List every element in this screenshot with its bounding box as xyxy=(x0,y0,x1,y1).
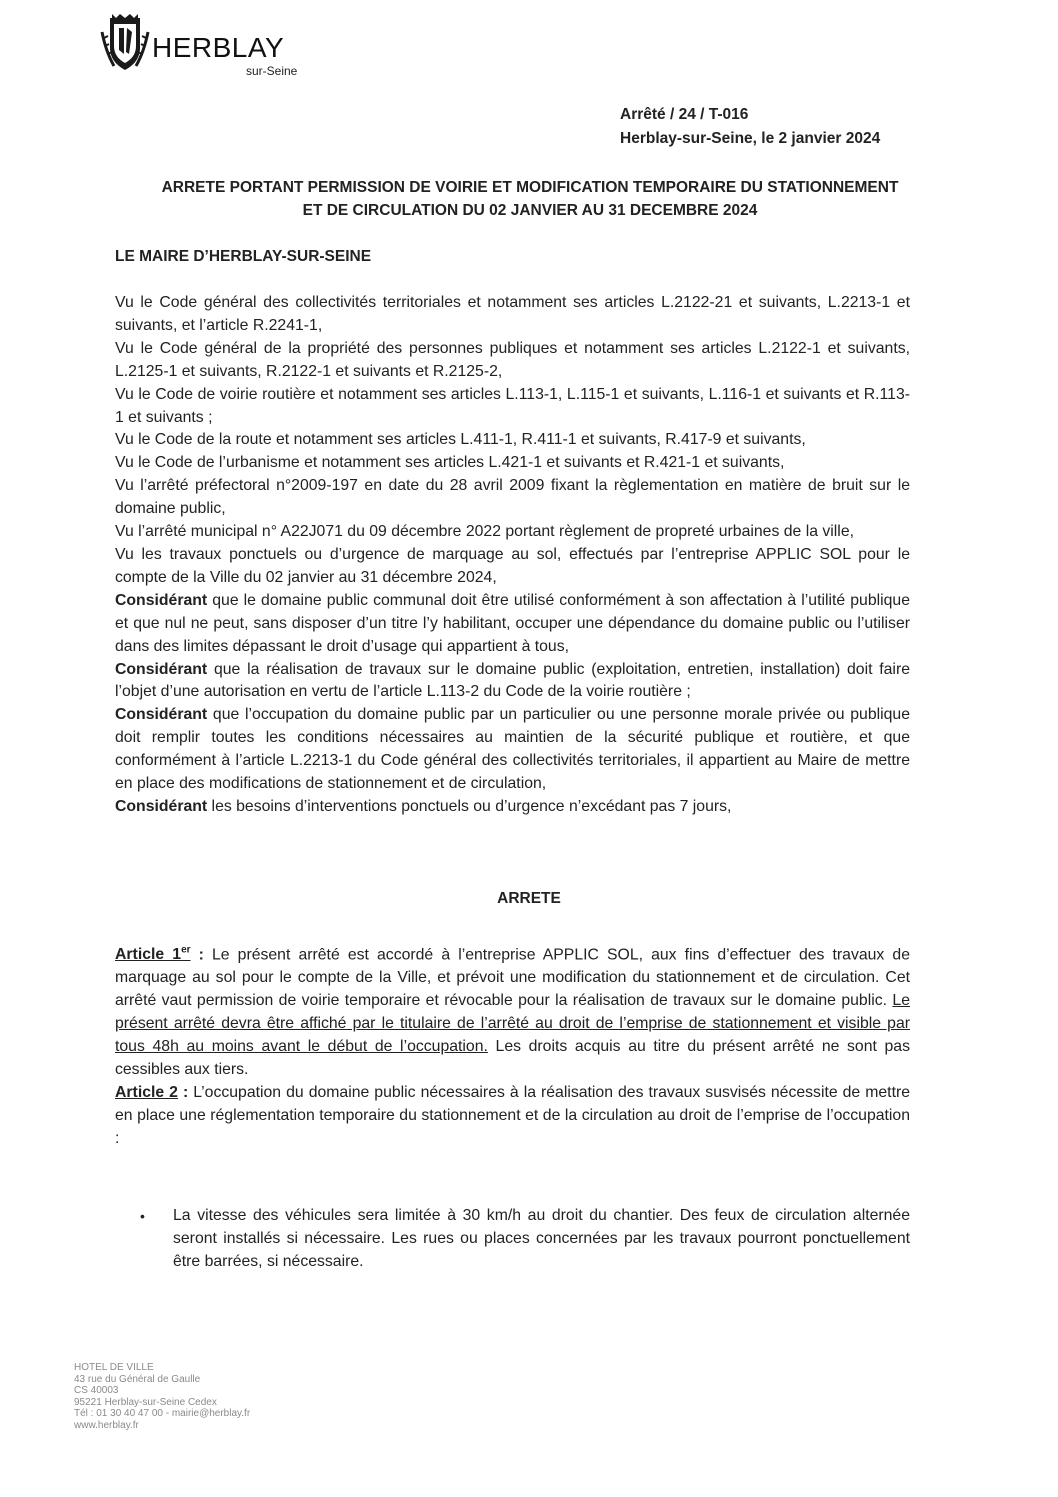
considerant-text: que le domaine public communal doit être utilisé conformément à son affectation à l’utilité publique et que nul ne peut, sans disposer d’un titre l’y habilitant, occuper une dépendance du domaine public ou l’utiliser dans des limites dépassant le droit d’usage qui appartient à tous, xyxy=(115,591,910,655)
article-2-label: Article 2 xyxy=(115,1083,178,1101)
logo-wordmark: HERBLAY xyxy=(152,32,285,63)
city-logo xyxy=(100,12,330,82)
reference-block xyxy=(620,103,920,151)
list-item xyxy=(140,1205,910,1274)
considerant-text: que la réalisation de travaux sur le domaine public (exploitation, entretien, installation) doit faire l’objet d’une autorisation en vertu de l’article L.113-2 du Code de la voirie routière ; xyxy=(115,660,910,701)
considerant-text: les besoins d’interventions ponctuels ou d’urgence n’excédant pas 7 jours, xyxy=(207,797,732,815)
list-item-text: La vitesse des véhicules sera limitée à 30 km/h au droit du chantier. Des feux de circulation alternée seront installés si nécessaire. Les rues ou places concernées par les travaux pourront ponctuellement être barrées, si nécessaire. xyxy=(173,1207,910,1270)
visa-paragraph: Vu l’arrêté préfectoral n°2009-197 en date du 28 avril 2009 fixant la règlementation en matière de bruit sur le domaine public, xyxy=(115,477,910,518)
arrete-heading: ARRETE xyxy=(497,890,561,907)
article-2-text: L’occupation du domaine public nécessaires à la réalisation des travaux susvisés nécessite de mettre en place une réglementation temporaire du stationnement et de la circulation au droit de l’emprise de l’occupation : xyxy=(115,1083,910,1147)
considerant-paragraph xyxy=(115,659,910,705)
preamble xyxy=(115,292,910,819)
article-1-text-end: Les droits acquis au titre du présent arrêté ne sont pas cessibles aux tiers. xyxy=(115,1037,910,1078)
footer-line: www.herblay.fr xyxy=(74,1419,139,1431)
visa-paragraph: Vu le Code général des collectivités territoriales et notamment ses articles L.2122-21 et suivants, L.2213-1 et suivants, et l’article R.2241-1, xyxy=(115,294,910,334)
considerant-paragraph xyxy=(115,796,910,819)
footer-line: 43 rue du Général de Gaulle xyxy=(74,1373,201,1385)
logo-subtitle: sur-Seine xyxy=(246,64,298,78)
article-1-separator: : xyxy=(190,946,204,964)
visa-paragraph: Vu le Code général de la propriété des personnes publiques et notamment ses articles L.2122-1 et suivants, L.2125-1 et suivants, R.2122-1 et suivants et R.2125-2, xyxy=(115,339,910,380)
considerant-paragraph xyxy=(115,704,910,796)
visa-paragraph: Vu le Code de la route et notamment ses articles L.411-1, R.411-1 et suivants, R.417-9 et suivants, xyxy=(115,431,806,449)
mayor-heading: LE MAIRE D’HERBLAY-SUR-SEINE xyxy=(115,248,372,265)
footer-line: CS 40003 xyxy=(74,1385,119,1396)
visa-paragraph: Vu le Code de l’urbanisme et notamment ses articles L.421-1 et suivants et R.421-1 et suivants, xyxy=(115,454,785,472)
articles xyxy=(115,940,910,1150)
article-1-display-notice: Le présent arrêté devra être affiché par le titulaire de l’arrêté au droit de l’emprise de stationnement et visible par tous 48h au moins avant le début de l’occupation. xyxy=(115,992,910,1055)
measures-list xyxy=(140,1205,910,1274)
considerant-keyword: Considérant xyxy=(115,591,208,609)
visa-paragraph: Vu l’arrêté municipal n° A22J071 du 09 décembre 2022 portant règlement de propreté urbaines de la ville, xyxy=(115,523,854,541)
coat-of-arms-icon xyxy=(100,12,150,76)
document-title xyxy=(110,176,950,222)
title-line-2: ET DE CIRCULATION DU 02 JANVIER AU 31 DECEMBRE 2024 xyxy=(302,202,758,219)
bullet-icon: • xyxy=(140,1208,145,1224)
considerant-keyword: Considérant xyxy=(115,706,208,724)
article-1-text: Le présent arrêté est accordé à l’entreprise APPLIC SOL, aux fins d’effectuer des travaux de marquage au sol pour le compte de la Ville, et prévoit une modification du stationnement et de circulation. Cet arrêté vaut permission de voirie temporaire et révocable pour la réalisation de travaux sur le domaine public. xyxy=(115,946,911,1010)
footer-address xyxy=(74,1362,250,1431)
article-1-label-sup: er xyxy=(181,945,191,956)
article-1-label xyxy=(115,946,191,963)
article-2-separator: : xyxy=(177,1083,189,1101)
considerant-paragraph xyxy=(115,590,910,659)
visa-paragraph: Vu les travaux ponctuels ou d’urgence de marquage au sol, effectués par l’entreprise APPLIC SOL pour le compte de la Ville du 02 janvier au 31 décembre 2024, xyxy=(115,545,910,586)
article-1 xyxy=(115,940,910,1082)
considerant-keyword: Considérant xyxy=(115,660,208,678)
article-1-label-text: Article 1 xyxy=(115,946,182,964)
footer-line: 95221 Herblay-sur-Seine Cedex xyxy=(74,1396,217,1408)
footer-line: Tél : 01 30 40 47 00 - mairie@herblay.fr xyxy=(74,1408,251,1419)
title-line-1: ARRETE PORTANT PERMISSION DE VOIRIE ET MODIFICATION TEMPORAIRE DU STATIONNEMENT xyxy=(161,179,899,196)
footer-line: HOTEL DE VILLE xyxy=(74,1362,154,1373)
considerant-keyword: Considérant xyxy=(115,797,208,815)
decree-number: Arrêté / 24 / T-016 xyxy=(620,106,749,123)
arrete-heading-row xyxy=(0,890,1058,908)
place-date: Herblay-sur-Seine, le 2 janvier 2024 xyxy=(620,130,881,147)
considerant-text: que l’occupation du domaine public par un particulier ou une personne morale privée ou publique doit remplir toutes les conditions nécessaires au maintien de la sécurité publique et routière, et que conformément à l’article L.2213-1 du Code général des collectivités territoriales, il appartient au Maire de mettre en place des modifications de stationnement et de circulation, xyxy=(115,706,910,793)
article-2 xyxy=(115,1082,910,1151)
visa-paragraph: Vu le Code de voirie routière et notamment ses articles L.113-1, L.115-1 et suivants, L.116-1 et suivants et R.113-1 et suivants ; xyxy=(115,385,910,426)
